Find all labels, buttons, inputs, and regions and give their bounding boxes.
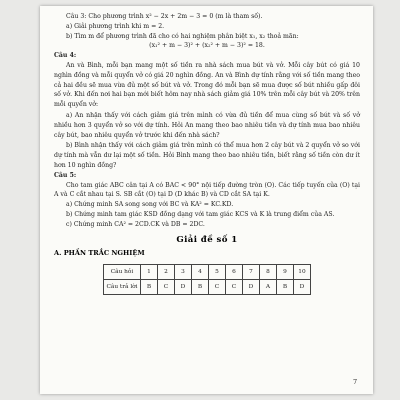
text-paragraph: c) Chứng minh CA² = 2CD.CK và DB = 2DC. <box>66 220 205 228</box>
question-cell: 5 <box>209 264 226 279</box>
text-paragraph: Câu 4: <box>54 52 77 60</box>
page-number: 7 <box>353 379 357 386</box>
document-page <box>40 6 373 394</box>
section-heading: A. PHẦN TRẮC NGHIỆM <box>54 248 145 257</box>
answer-table <box>103 264 311 295</box>
text-paragraph: Câu 3: Cho phương trình x² − 2x + 2m − 3 = 0 (m là tham số). <box>66 13 263 20</box>
question-cell: 2 <box>158 264 175 279</box>
text-paragraph: b) Tìm m để phương trình đã cho có hai nghiệm phân biệt x₁, x₂ thoả mãn: <box>66 32 299 40</box>
answer-cell: C <box>226 279 243 294</box>
table-row-label: Câu trả lời <box>104 279 141 294</box>
question-cell: 9 <box>277 264 294 279</box>
question-cell: 1 <box>141 264 158 279</box>
text-paragraph: b) Bình nhận thấy với cách giảm giá trên mình có thể mua hơn 2 cây bút và 2 quyển vở so với dự tính mà vẫn dư lại một số tiền. Hỏi Bình mang theo bao nhiêu tiền, biết rằng số tiền còn dư ít hơn 10 nghìn đồng? <box>54 142 360 169</box>
table-row-label: Câu hỏi <box>104 264 141 279</box>
text-paragraph: a) Giải phương trình khi m = 2. <box>66 22 165 30</box>
question-cell: 10 <box>294 264 311 279</box>
answer-cell: B <box>141 279 158 294</box>
answer-cell: C <box>209 279 226 294</box>
text-paragraph: b) Chứng minh tam giác KSD đồng dạng với tam giác KCS và K là trung điểm của AS. <box>66 210 335 218</box>
text-paragraph: An và Bình, mỗi bạn mang một số tiền ra nhà sách mua bút và vở. Mỗi cây bút có giá 10 nghìn đồng và mỗi quyển vở có giá 20 nghìn đồng. An và Bình dự tính rằng với số tiền mang theo cả hai đều sẽ mua vừa đủ một số bút và vở. Trong đó mỗi bạn sẽ mua được số bút nhiều gấp đôi số vở. Khi đến nơi hai bạn mới biết hôm nay nhà sách giảm giá 10% trên mỗi cây bút và 20% trên mỗi quyển vở: <box>54 61 360 109</box>
answer-cell: C <box>158 279 175 294</box>
problem-text <box>54 12 360 230</box>
question-cell: 3 <box>175 264 192 279</box>
table-row <box>104 279 311 294</box>
question-cell: 4 <box>192 264 209 279</box>
question-cell: 8 <box>260 264 277 279</box>
answer-cell: A <box>260 279 277 294</box>
text-paragraph: Cho tam giác ABC cân tại A có BAC < 90° nội tiếp đường tròn (O). Các tiếp tuyến của (O) tại A và C cắt nhau tại S. SB cắt (O) tại D (D khác B) và CD cắt SA tại K. <box>54 181 360 199</box>
answer-cell: B <box>192 279 209 294</box>
answer-cell: D <box>294 279 311 294</box>
question-cell: 6 <box>226 264 243 279</box>
text-paragraph: a) Chứng minh SA song song với BC và KA² = KC.KD. <box>66 201 234 209</box>
table-row <box>104 264 311 279</box>
text-paragraph: a) An nhận thấy với cách giảm giá trên mình có vừa đủ tiền để mua cùng số bút và số vở nhiều hơn 3 quyển vở so với dự tính. Hỏi An mang theo bao nhiêu tiền và dự tính mua bao nhiêu cây bút, bao nhiêu quyển vở trước khi đến nhà sách? <box>54 111 360 139</box>
page-content <box>54 12 360 295</box>
solution-title: Giải đề số 1 <box>176 234 238 245</box>
text-paragraph: (x₁² + m − 3)² + (x₂² + m − 3)² = 18. <box>149 42 265 50</box>
answer-cell: D <box>175 279 192 294</box>
question-cell: 7 <box>243 264 260 279</box>
answer-cell: D <box>243 279 260 294</box>
answer-cell: B <box>277 279 294 294</box>
text-paragraph: Câu 5: <box>54 171 77 179</box>
